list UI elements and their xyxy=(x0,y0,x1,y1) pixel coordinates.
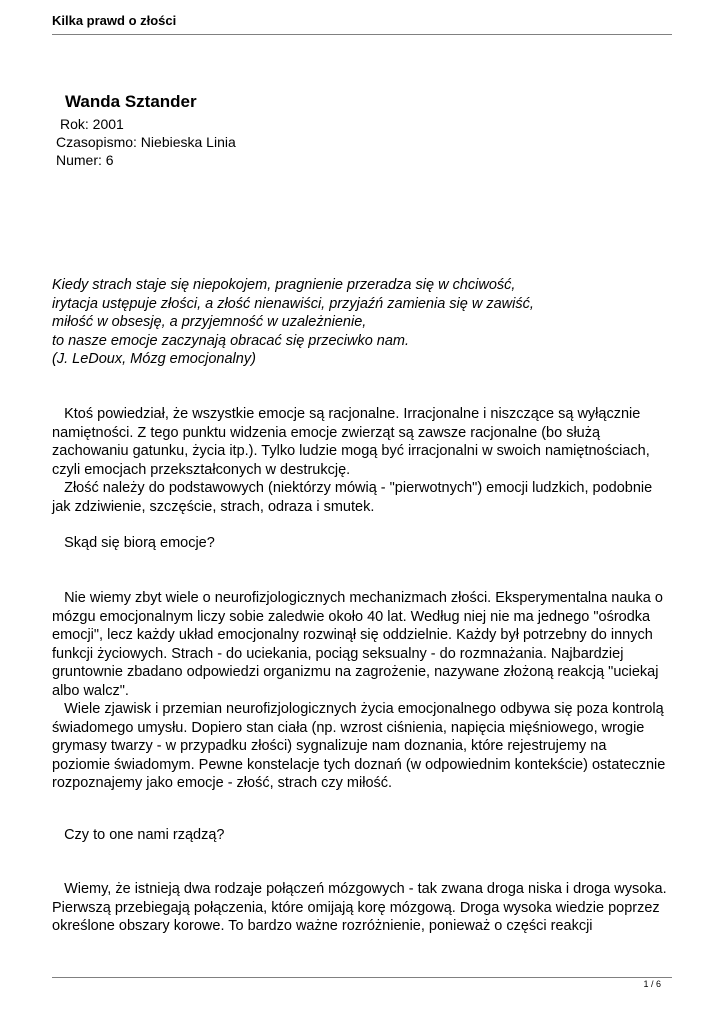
quote-line: to nasze emocje zaczynają obracać się przeciwko nam. xyxy=(52,332,410,349)
text-line: Złość należy do podstawowych (niektórzy mówią - "pierwotnych") emocji ludzkich, podobnie xyxy=(52,480,653,496)
paragraph-pathways xyxy=(52,880,677,936)
paragraph-neuro xyxy=(52,589,677,793)
quote-attribution: (J. LeDoux, Mózg emocjonalny) xyxy=(52,351,256,367)
section-heading-control: Czy to one nami rządzą? xyxy=(52,827,225,843)
issue-number: Numer: 6 xyxy=(56,152,114,168)
text-line: określone obszary korowe. To bardzo ważne rozróżnienie, ponieważ o części reakcji xyxy=(52,918,593,934)
text-line: poziomie świadomym. Pewne konstelacje tych doznań (w odpowiednim kontekście) ostatecznie xyxy=(52,756,666,773)
text-line: czyli emocjach przekształconych w destrukcję. xyxy=(52,461,351,478)
text-line: Pierwszą przebiegają połączenia, które omijają korę mózgową. Droga wysoka wiedzie poprzez xyxy=(52,899,660,916)
text-line: świadomego umysłu. Dopiero stan ciała (np. wzrost ciśnienia, napięcia mięśniowego, wrogie xyxy=(52,719,645,736)
footer-divider xyxy=(52,977,672,978)
text-line: gruntownie zbadano odpowiedzi organizmu na zagrożenie, nazywane złożoną reakcją "uciekaj xyxy=(52,664,659,680)
quote-line: irytacja ustępuje złości, a złość nienawiści, przyjaźń zamienia się w zawiść, xyxy=(52,295,534,312)
text-line: Nie wiemy zbyt wiele o neurofizjologicznych mechanizmach złości. Eksperymentalna nauka o xyxy=(52,590,663,606)
text-line: jak zdziwienie, szczęście, strach, odraza i smutek. xyxy=(52,498,375,515)
quote-line: Kiedy strach staje się niepokojem, pragnienie przeradza się w chciwość, xyxy=(52,277,516,293)
document-header-title: Kilka prawd o złości xyxy=(52,13,177,28)
header-divider xyxy=(52,34,672,35)
text-line: emocji", lecz każdy układ emocjonalny rozwinął się oddzielnie. Każdy był potrzebny do innych xyxy=(52,627,653,643)
text-line: funkcji życiowych. Strach - do uciekania, pociąg seksualny - do rozmnażania. Najbardziej xyxy=(52,645,624,662)
epigraph-quote xyxy=(52,276,672,369)
text-line: albo walcz". xyxy=(52,682,129,699)
paragraph-intro xyxy=(52,405,677,516)
journal-name: Czasopismo: Niebieska Linia xyxy=(56,134,236,150)
quote-line: miłość w obsesję, a przyjemność w uzależnienie, xyxy=(52,314,367,330)
text-line: rozpoznajemy jako emocje - złość, strach czy miłość. xyxy=(52,775,393,791)
author-name: Wanda Sztander xyxy=(65,92,197,111)
text-line: Ktoś powiedział, że wszystkie emocje są racjonalne. Irracjonalne i niszczące są wyłącznie xyxy=(52,406,641,422)
text-line: Wiele zjawisk i przemian neurofizjologicznych życia emocjonalnego odbywa się poza kontrolą xyxy=(52,701,664,717)
publication-year: Rok: 2001 xyxy=(60,116,124,132)
text-line: zachowaniu gatunku, życia itp.). Tylko ludzie mogą być irracjonalni w swoich namiętnościach, xyxy=(52,443,650,459)
text-line: grymasy twarzy - w przypadku złości) sygnalizuje nam doznania, które rejestrujemy na xyxy=(52,738,607,754)
text-line: namiętności. Z tego punktu widzenia emocje zwierząt są zawsze racjonalne (bo służą xyxy=(52,424,601,441)
page-number: 1 / 6 xyxy=(643,979,661,989)
text-line: mózgu emocjonalnym liczy sobie zaledwie około 40 lat. Według niej nie ma jednego "ośrodka xyxy=(52,608,651,625)
section-heading-emotions-origin: Skąd się biorą emocje? xyxy=(52,535,215,551)
text-line: Wiemy, że istnieją dwa rodzaje połączeń mózgowych - tak zwana droga niska i droga wysoka. xyxy=(52,881,667,897)
